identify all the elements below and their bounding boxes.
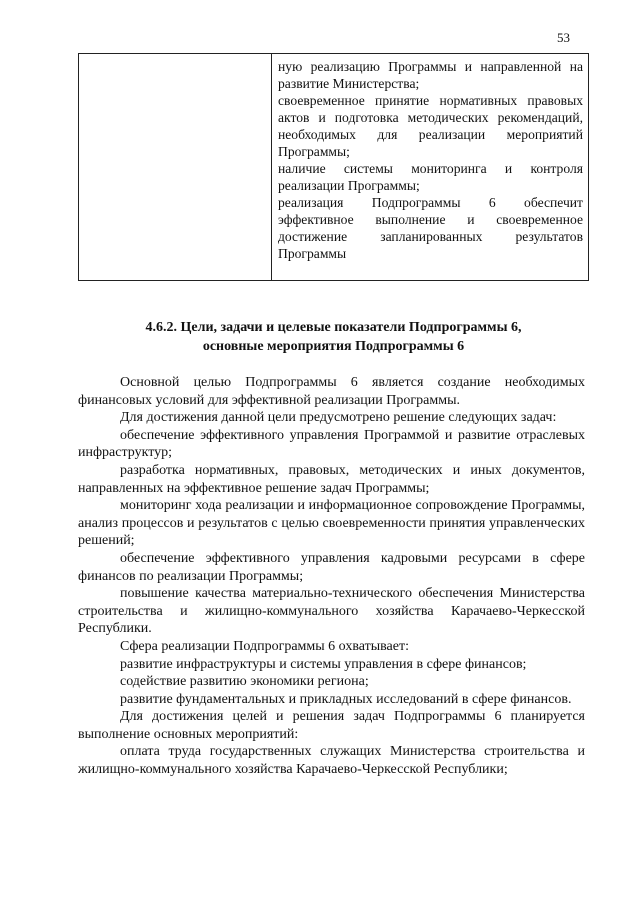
- paragraph: Для достижения данной цели предусмотрено решение следующих задач:: [120, 410, 557, 426]
- section-heading-line: основные мероприятия Подпрограммы 6: [202, 339, 465, 354]
- table-right-cell: [272, 54, 588, 280]
- table-cell-item: своевременное принятие нормативных правовых актов и подготовка методических рекомендаций, необходимых для реализации мероприятий Программы;: [278, 93, 583, 159]
- page-number: 53: [557, 30, 570, 45]
- paragraph: обеспечение эффективного управления Программой и развитие отраслевых инфраструктур;: [78, 427, 585, 461]
- paragraph: Основной целью Подпрограммы 6 является создание необходимых финансовых условий для эффективной реализации Программы.: [78, 375, 585, 408]
- table-left-cell: [79, 54, 272, 280]
- section-heading: [78, 318, 589, 356]
- paragraph: обеспечение эффективного управления кадровыми ресурсами в сфере финансов по реализации Программы;: [78, 550, 585, 584]
- paragraph: содействие развитию экономики региона;: [120, 674, 369, 690]
- paragraph: разработка нормативных, правовых, методических и иных документов, направленных на эффективное решение задач Программы;: [78, 462, 585, 496]
- section-body: [78, 374, 585, 779]
- paragraph: повышение качества материально-технического обеспечения Министерства строительства и жилищно-коммунального хозяйства Карачаево-Черкесской Республики.: [78, 586, 585, 637]
- paragraph: мониторинг хода реализации и информационное сопровождение Программы, анализ процессов и результатов с целью своевременности принятия управленческих решений;: [78, 498, 585, 549]
- paragraph: развитие фундаментальных и прикладных исследований в сфере финансов.: [120, 691, 572, 707]
- section-heading-line: 4.6.2. Цели, задачи и целевые показатели Подпрограммы 6,: [145, 320, 522, 335]
- paragraph: оплата труда государственных служащих Министерства строительства и жилищно-коммунального хозяйства Карачаево-Черкесской Республики;: [78, 744, 585, 778]
- table-cell-item: реализация Подпрограммы 6 обеспечит эффективное выполнение и своевременное достижение запланированных результатов Программы: [278, 195, 583, 261]
- paragraph: Для достижения целей и решения задач Подпрограммы 6 планируется выполнение основных мероприятий:: [78, 709, 585, 742]
- table-cell-item: наличие системы мониторинга и контроля реализации Программы;: [278, 161, 583, 193]
- table-cell-item: ную реализацию Программы и направленной на развитие Министерства;: [278, 59, 583, 91]
- paragraph: развитие инфраструктуры и системы управления в сфере финансов;: [120, 656, 527, 672]
- paragraph: Сфера реализации Подпрограммы 6 охватывает:: [120, 638, 409, 654]
- continuation-table: [78, 53, 589, 281]
